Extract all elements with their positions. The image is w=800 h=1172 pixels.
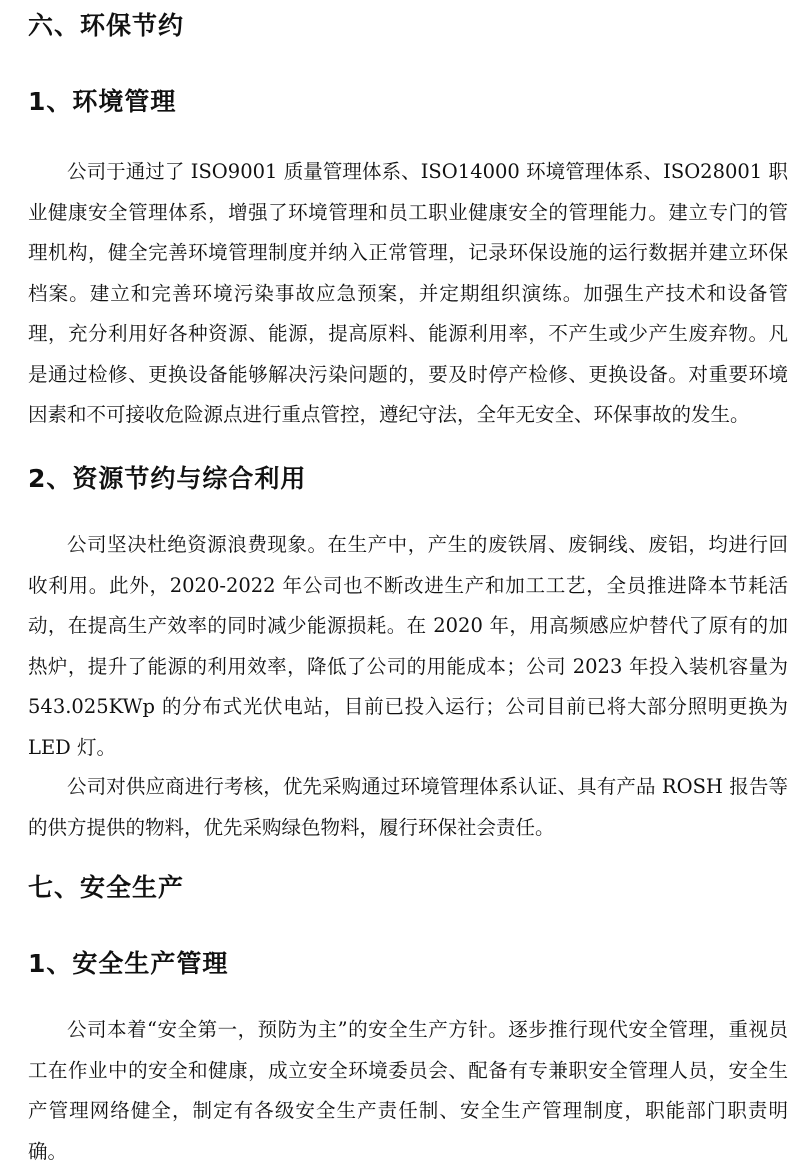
section-7-1-paragraph: 公司本着“安全第一，预防为主”的安全生产方针。逐步推行现代安全管理，重视员工在作业中的安全和健康，成立安全环境委员会、配备有专兼职安全管理人员，安全生产管理网络健全，制定有各级安全生产责任制、安全生产管理制度，职能部门职责明确。 [28,1018,788,1163]
section-6-heading: 六、环保节约 [28,11,185,40]
section-6-2-heading: 2、资源节约与综合利用 [28,464,307,493]
section-6-1-paragraph: 公司于通过了 ISO9001 质量管理体系、ISO14000 环境管理体系、ISO28001 职业健康安全管理体系，增强了环境管理和员工职业健康安全的管理能力。建立专门的管理机构，健全完善环境管理制度并纳入正常管理，记录环保设施的运行数据并建立环保档案。建立和完善环境污染事故应急预案，并定期组织演练。加强生产技术和设备管理，充分利用好各种资源、能源，提高原料、能源利用率，不产生或少产生废弃物。凡是通过检修、更换设备能够解决污染问题的，要及时停产检修、更换设备。对重要环境因素和不可接收危险源点进行重点管控，遵纪守法，全年无安全、环保事故的发生。 [28,160,788,426]
section-7-heading: 七、安全生产 [28,873,185,902]
section-7-1-heading: 1、安全生产管理 [28,949,229,978]
section-6-2-paragraph-2: 公司对供应商进行考核，优先采购通过环境管理体系认证、具有产品 ROSH 报告等的供方提供的物料，优先采购绿色物料，履行环保社会责任。 [28,775,788,839]
section-6-1-heading: 1、环境管理 [28,87,177,116]
section-6-2-paragraph-1: 公司坚决杜绝资源浪费现象。在生产中，产生的废铁屑、废铜线、废铝，均进行回收利用。此外，2020-2022 年公司也不断改进生产和加工工艺，全员推进降本节耗活动，在提高生产效率的同时减少能源损耗。在 2020 年，用高频感应炉替代了原有的加热炉，提升了能源的利用效率，降低了公司的用能成本；公司 2023 年投入装机容量为543.025KWp 的分布式光伏电站，目前已投入运行；公司目前已将大部分照明更换为 LED 灯。 [28,533,788,759]
